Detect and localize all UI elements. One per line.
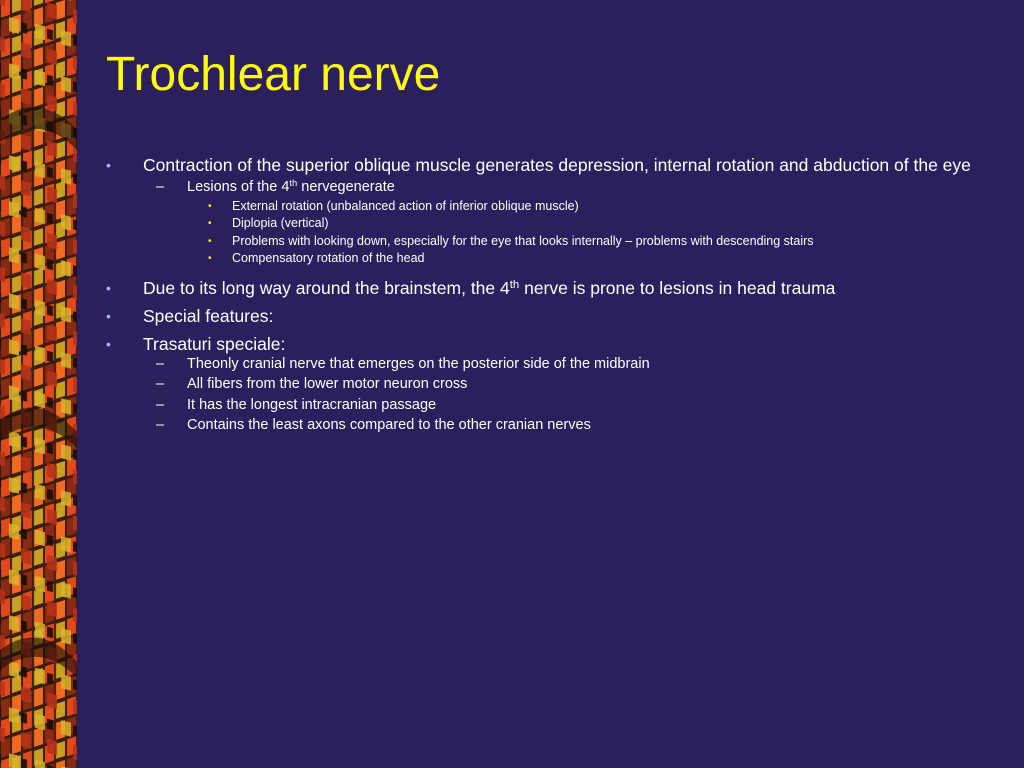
sub-sub-bullet-text: Compensatory rotation of the head (232, 251, 425, 265)
sub-sub-bullet-item (106, 198, 1016, 216)
sub-bullet-item (106, 177, 1016, 198)
sub-bullet-text: It has the longest intracranian passage (187, 396, 437, 413)
slide-content (106, 155, 1016, 436)
dash-icon: – (156, 417, 165, 433)
sub-bullet-item (106, 395, 1016, 416)
dash-icon: – (156, 396, 165, 413)
bullet-icon: • (106, 157, 111, 173)
sub-sub-bullet-item (106, 250, 1016, 268)
sub-bullet-text: Contains the least axons compared to the other cranian nerves (187, 417, 591, 433)
sub-bullet-text: Theonly cranial nerve that emerges on the posterior side of the midbrain (187, 355, 650, 372)
bullet-text-end: nerve is prone to lesions in head trauma (519, 277, 836, 298)
decorative-side-pattern (0, 0, 77, 768)
superscript: th (289, 176, 298, 188)
bullet-icon: • (208, 200, 212, 212)
bullet-item (106, 278, 1016, 298)
bullet-icon: • (106, 307, 111, 324)
dash-icon: – (156, 376, 165, 392)
bullet-item (106, 155, 1016, 175)
sub-bullet-text: All fibers from the lower motor neuron cross (187, 376, 468, 392)
sub-bullet-item (106, 374, 1016, 395)
sub-sub-bullet-text: External rotation (unbalanced action of inferior oblique muscle) (232, 198, 579, 213)
bullet-icon: • (106, 279, 111, 296)
sub-sub-bullet-item (106, 233, 1016, 251)
bullet-icon: • (208, 218, 212, 229)
bullet-item (106, 334, 1016, 354)
bullet-icon: • (106, 335, 111, 352)
bullet-text: Contraction of the superior oblique muscle generates depression, internal rotation and abduction of the eye (143, 155, 971, 175)
bullet-icon: • (208, 235, 212, 247)
sub-bullet-item (106, 415, 1016, 436)
bullet-text: Special features: (143, 305, 274, 326)
dash-icon: – (156, 355, 165, 372)
sub-bullet-text-end: nervegenerate (297, 179, 395, 195)
bullet-icon: • (208, 253, 212, 264)
sub-sub-bullet-item (106, 215, 1016, 233)
dash-icon: – (156, 179, 165, 195)
bullet-text: Trasaturi speciale: (143, 333, 286, 354)
slide-title: Trochlear nerve (106, 48, 441, 101)
bullet-item (106, 306, 1016, 326)
sub-bullet-text-start: Lesions of the 4 (187, 179, 290, 195)
sub-bullet-item (106, 354, 1016, 375)
bullet-text-start: Due to its long way around the brainstem, the 4 (143, 277, 510, 298)
superscript: th (509, 278, 520, 291)
sub-sub-bullet-text: Problems with looking down, especially for the eye that looks internally – problems with descending stairs (232, 233, 814, 248)
sub-sub-bullet-text: Diplopia (vertical) (232, 216, 329, 230)
